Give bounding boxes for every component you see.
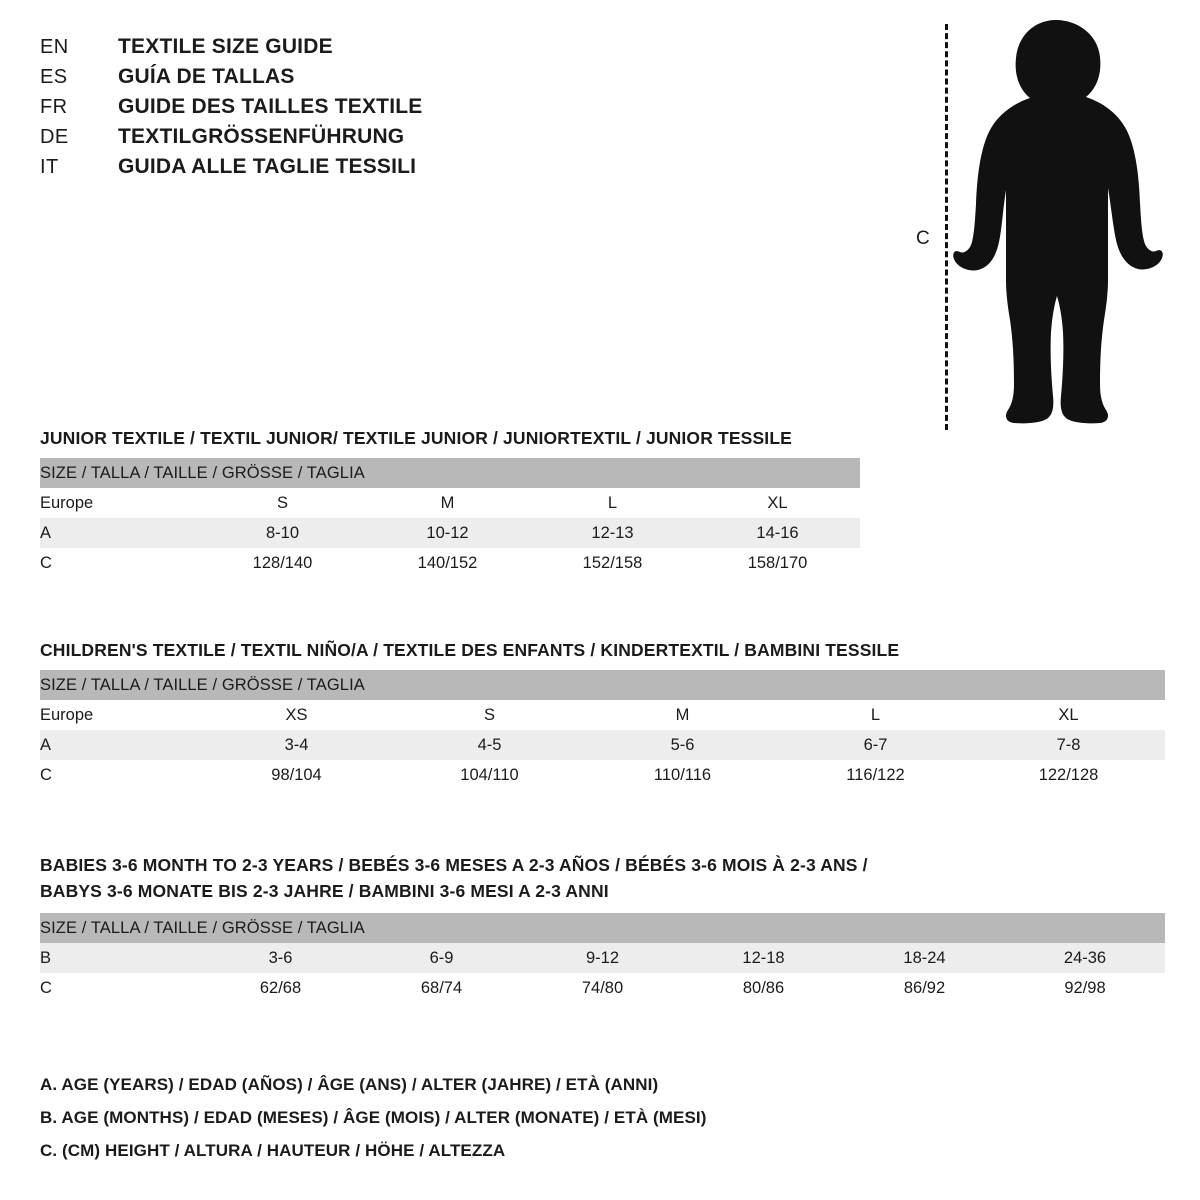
header-lang-code: DE — [40, 126, 69, 148]
header-title-text: TEXTILGRÖSSENFÜHRUNG — [118, 125, 405, 148]
cell: S — [200, 488, 365, 518]
cell: 98/104 — [200, 760, 393, 790]
cell: 5-6 — [586, 730, 779, 760]
header-title-text: GUIDE DES TAILLES TEXTILE — [118, 95, 423, 118]
footnote-legend — [40, 1068, 1140, 1167]
babies-size-table — [40, 913, 1165, 1003]
cell: 140/152 — [365, 548, 530, 578]
cell: 74/80 — [522, 973, 683, 1003]
header-lang-code: IT — [40, 156, 59, 178]
children-size-table — [40, 670, 1165, 790]
cell: 10-12 — [365, 518, 530, 548]
section-title: CHILDREN'S TEXTILE / TEXTIL NIÑO/A / TEXTILE DES ENFANTS / KINDERTEXTIL / BAMBINI TESSILE — [40, 640, 900, 660]
cell: 86/92 — [844, 973, 1005, 1003]
cell: 92/98 — [1005, 973, 1165, 1003]
section-title: BABIES 3-6 MONTH TO 2-3 YEARS / BEBÉS 3-6 MESES A 2-3 AÑOS / BÉBÉS 3-6 MOIS À 2-3 ANS / — [40, 855, 868, 875]
cell: XS — [200, 700, 393, 730]
header-row — [40, 122, 640, 152]
cell: 104/110 — [393, 760, 586, 790]
cell: 12-18 — [683, 943, 844, 973]
row-label: Europe — [40, 700, 200, 730]
junior-size-table — [40, 458, 860, 578]
cell: 152/158 — [530, 548, 695, 578]
row-label: Europe — [40, 488, 200, 518]
cell: M — [365, 488, 530, 518]
footnote-a: A. AGE (YEARS) / EDAD (AÑOS) / ÂGE (ANS) / ALTER (JAHRE) / ETÀ (ANNI) — [40, 1075, 659, 1094]
row-label: C — [40, 760, 200, 790]
table-row — [40, 488, 860, 518]
cell: 122/128 — [972, 760, 1165, 790]
table-row — [40, 518, 860, 548]
header-title-text: TEXTILE SIZE GUIDE — [118, 35, 333, 58]
row-label: C — [40, 548, 200, 578]
height-diagram — [900, 10, 1180, 430]
header-row — [40, 92, 640, 122]
table-row — [40, 973, 1165, 1003]
cell: 158/170 — [695, 548, 860, 578]
table-row — [40, 760, 1165, 790]
cell: 110/116 — [586, 760, 779, 790]
header-title-text: GUIDA ALLE TAGLIE TESSILI — [118, 155, 417, 178]
cell: 7-8 — [972, 730, 1165, 760]
table-header-row — [40, 670, 1165, 700]
cell: M — [586, 700, 779, 730]
section-title-line2: BABYS 3-6 MONATE BIS 2-3 JAHRE / BAMBINI 3-6 MESI A 2-3 ANNI — [40, 881, 609, 901]
cell: XL — [695, 488, 860, 518]
section-junior-textile — [40, 428, 1165, 578]
table-header-label: SIZE / TALLA / TAILLE / GRÖSSE / TAGLIA — [40, 670, 1165, 700]
cell: 12-13 — [530, 518, 695, 548]
table-header-row — [40, 913, 1165, 943]
cell: 8-10 — [200, 518, 365, 548]
table-row — [40, 943, 1165, 973]
header-lang-code: FR — [40, 96, 68, 118]
cell: 9-12 — [522, 943, 683, 973]
table-header-label: SIZE / TALLA / TAILLE / GRÖSSE / TAGLIA — [40, 458, 860, 488]
cell: L — [779, 700, 972, 730]
footnote-c: C. (CM) HEIGHT / ALTURA / HAUTEUR / HÖHE / ALTEZZA — [40, 1141, 506, 1160]
cell: 4-5 — [393, 730, 586, 760]
table-row — [40, 548, 860, 578]
cell: 68/74 — [361, 973, 522, 1003]
table-row — [40, 730, 1165, 760]
table-row — [40, 700, 1165, 730]
cell: 116/122 — [779, 760, 972, 790]
header-lang-code: ES — [40, 66, 68, 88]
footnote-b: B. AGE (MONTHS) / EDAD (MESES) / ÂGE (MOIS) / ALTER (MONATE) / ETÀ (MESI) — [40, 1108, 707, 1127]
table-header-label: SIZE / TALLA / TAILLE / GRÖSSE / TAGLIA — [40, 913, 1165, 943]
height-marker-label: C — [916, 228, 930, 249]
child-silhouette-icon — [950, 18, 1165, 430]
cell: 18-24 — [844, 943, 1005, 973]
cell: L — [530, 488, 695, 518]
cell: 3-6 — [200, 943, 361, 973]
cell: 62/68 — [200, 973, 361, 1003]
height-dashed-line — [945, 24, 948, 430]
cell: 128/140 — [200, 548, 365, 578]
row-label: C — [40, 973, 200, 1003]
row-label: A — [40, 730, 200, 760]
section-childrens-textile — [40, 640, 1165, 790]
section-title: JUNIOR TEXTILE / TEXTIL JUNIOR/ TEXTILE JUNIOR / JUNIORTEXTIL / JUNIOR TESSILE — [40, 428, 792, 448]
cell: XL — [972, 700, 1165, 730]
cell: 14-16 — [695, 518, 860, 548]
header-row — [40, 152, 640, 182]
header-lang-code: EN — [40, 36, 69, 58]
cell: 6-9 — [361, 943, 522, 973]
language-header — [40, 32, 640, 182]
header-title-text: GUÍA DE TALLAS — [118, 65, 295, 88]
section-babies-textile — [40, 852, 1165, 1003]
cell: S — [393, 700, 586, 730]
row-label: B — [40, 943, 200, 973]
cell: 80/86 — [683, 973, 844, 1003]
row-label: A — [40, 518, 200, 548]
cell: 6-7 — [779, 730, 972, 760]
table-header-row — [40, 458, 860, 488]
header-row — [40, 32, 640, 62]
header-row — [40, 62, 640, 92]
cell: 24-36 — [1005, 943, 1165, 973]
cell: 3-4 — [200, 730, 393, 760]
